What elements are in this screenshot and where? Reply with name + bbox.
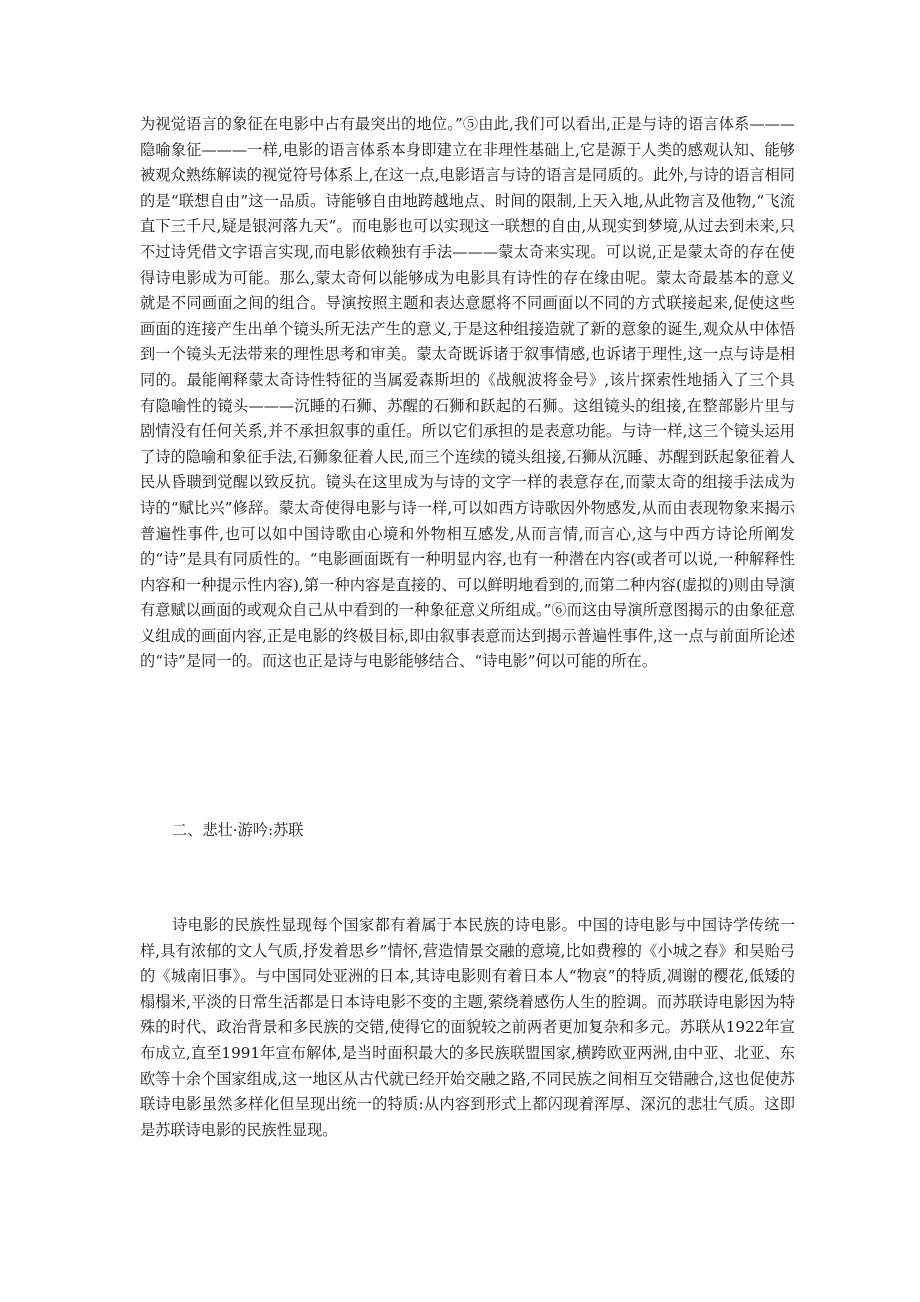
body-paragraph-2: 诗电影的民族性显现每个国家都有着属于本民族的诗电影。中国的诗电影与中国诗学传统一样,具有浓郁的文人气质,抒发着思乡”情怀,营造情景交融的意境,比如费穆的《小城之春》和吴贻弓的《城南旧事》。与中国同处亚洲的日本,其诗电影则有着日本人“物哀”的特质,凋谢的樱花,低矮的榻榻米,平淡的日常生活都是日本诗电影不变的主题,萦绕着感伤人生的腔调。而苏联诗电影因为特殊的时代、政治背景和多民族的交错,使得它的面貌较之前两者更加复杂和多元。苏联从1922年宣布成立,直至1991年宣布解体,是当时面积最大的多民族联盟国家,横跨欧亚两洲,由中亚、北亚、东欧等十余个国家组成,这一地区从古代就已经开始交融之路,不同民族之间相互交错融合,这也促使苏联诗电影虽然多样化但呈现出统一的特质:从内容到形式上都闪现着浑厚、深沉的悲壮气质。这即是苏联诗电影的民族性显现。 <box>140 916 795 1139</box>
section-heading: 二、悲壮·游吟:苏联 <box>172 821 304 839</box>
body-paragraph-1: 为视觉语言的象征在电影中占有最突出的地位。”⑤由此,我们可以看出,正是与诗的语言体系———隐喻象征———一样,电影的语言体系本身即建立在非理性基础上,它是源于人类的感观认知、能够被观众熟练解读的视觉符号体系上,在这一点,电影语言与诗的语言是同质的。此外,与诗的语言相同的是“联想自由”这一品质。诗能够自由地跨越地点、时间的限制,上天入地,从此物言及他物,“飞流直下三千尺,疑是银河落九天”。而电影也可以实现这一联想的自由,从现实到梦境,从过去到未来,只不过诗凭借文字语言实现,而电影依赖独有手法———蒙太奇来实现。可以说,正是蒙太奇的存在使得诗电影成为可能。那么,蒙太奇何以能够成为电影具有诗性的存在缘由呢。蒙太奇最基本的意义就是不同画面之间的组合。导演按照主题和表达意愿将不同画面以不同的方式联接起来,促使这些画面的连接产生出单个镜头所无法产生的意义,于是这种组接造就了新的意象的诞生,观众从中体悟到一个镜头无法带来的理性思考和审美。蒙太奇既诉诸于叙事情感,也诉诸于理性,这一点与诗是相同的。最能阐释蒙太奇诗性特征的当属爱森斯坦的《战舰波将金号》,该片探索性地插入了三个具有隐喻性的镜头———沉睡的石狮、苏醒的石狮和跃起的石狮。这组镜头的组接,在整部影片里与剧情没有任何关系,并不承担叙事的重任。所以它们承担的是表意功能。与诗一样,这三个镜头运用了诗的隐喻和象征手法,石狮象征着人民,而三个连续的镜头组接,石狮从沉睡、苏醒到跃起象征着人民从昏聩到觉醒以致反抗。镜头在这里成为与诗的文字一样的表意存在,而蒙太奇的组接手法成为诗的“赋比兴”修辞。蒙太奇使得电影与诗一样,可以如西方诗歌因外物感发,从而由表现物象来揭示普遍性事件,也可以如中国诗歌由心境和外物相互感发,从而言情,而言心,这与中西方诗论所阐发的“诗”是具有同质性的。“电影画面既有一种明显内容,也有一种潜在内容(或者可以说,一种解释性内容和一种提示性内容),第一种内容是直接的、可以鲜明地看到的,而第二种内容(虚拟的)则由导演有意赋以画面的或观众自己从中看到的一种象征意义所组成。”⑥而这由导演所意图揭示的由象征意义组成的画面内容,正是电影的终极目标,即由叙事表意而达到揭示普遍性事件,这一点与前面所论述的“诗”是同一的。而这也正是诗与电影能够结合、“诗电影”何以可能的所在。 <box>140 115 795 671</box>
